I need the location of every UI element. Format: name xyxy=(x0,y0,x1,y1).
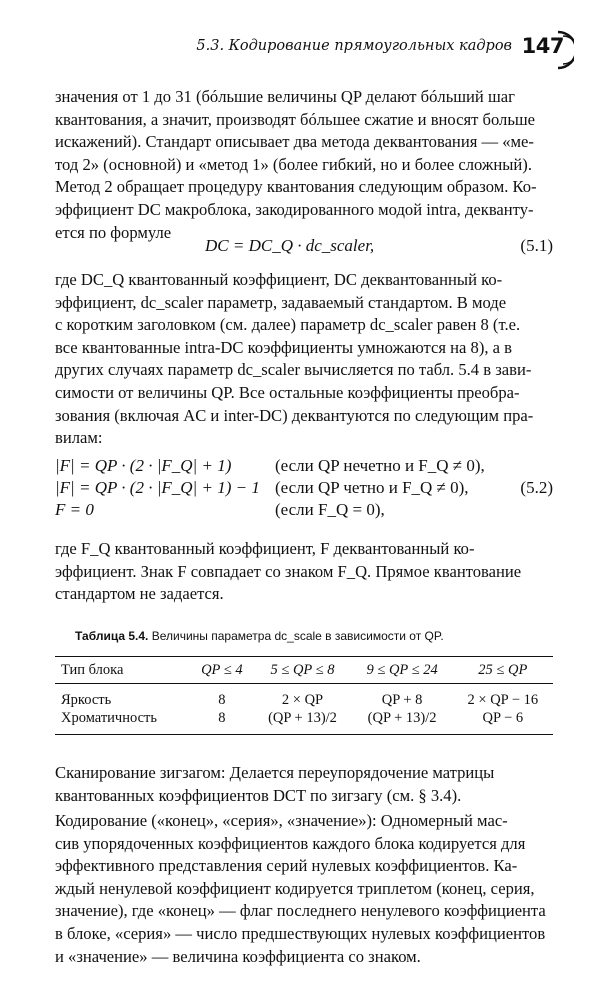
text-line: все квантованные intra-DC коэффициенты умножаются на 8), а в xyxy=(55,337,513,357)
text-line: Кодирование («конец», «серия», «значение»): Одномерный мас- xyxy=(55,811,508,830)
table-row xyxy=(55,710,553,735)
text-line: квантованных коэффициентов DCT по зигзагу (см. § 3.4). xyxy=(55,785,462,805)
table-caption-text: Величины параметра dc_scale в зависимости от QP. xyxy=(151,629,444,643)
table-cell: 8 xyxy=(218,691,226,708)
table-cell: QP + 8 xyxy=(381,691,423,708)
text-line: стандартом не задается. xyxy=(55,584,224,604)
text-line: тод 2» (основной) и «метод 1» (более гибкий, но и более сложный). xyxy=(55,154,532,174)
text-line: Сканирование зигзагом: Делается переупорядочение матрицы xyxy=(55,763,495,782)
equation-lhs: |F| = QP · (2 · |F_Q| + 1) xyxy=(55,456,232,475)
text-line: где F_Q квантованный коэффициент, F деквантованный ко- xyxy=(55,539,475,558)
table-header-cell: 9 ≤ QP ≤ 24 xyxy=(352,657,453,684)
text-line: других случаях параметр dc_scaler вычисляется по табл. 5.4 в зави- xyxy=(55,360,532,380)
text-line: эффективного представления серий нулевых коэффициентов. Ка- xyxy=(55,856,518,876)
table-header-cell: 5 ≤ QP ≤ 8 xyxy=(253,657,351,684)
paragraph-3 xyxy=(55,538,553,606)
table-cell: Хроматичность xyxy=(55,710,190,735)
text-line: эффициент DC макроблока, закодированного модой intra, декванту- xyxy=(55,199,534,219)
text-line: эффициент. Знак F совпадает со знаком F_Q. Прямое квантование xyxy=(55,561,522,581)
text-line: и «значение» — величина коэффициента со знаком. xyxy=(55,946,421,966)
text-line: зования (включая AC и inter-DC) деквантуются по следующим пра- xyxy=(55,405,534,425)
table-cell: 2 × QP − 16 xyxy=(467,691,539,708)
equation-number: (5.2) xyxy=(520,478,553,497)
paragraph-1 xyxy=(55,86,553,244)
table-caption xyxy=(75,629,555,643)
dc-scaler-table xyxy=(55,656,553,735)
text-line: значения от 1 до 31 (бóльшие величины QP делают бóльший шаг xyxy=(55,87,515,106)
equation-condition: (если QP нечетно и F_Q ≠ 0), xyxy=(275,456,485,475)
paragraph-5 xyxy=(55,810,553,968)
text-line: значение), где «конец» — флаг последнего ненулевого коэффициента xyxy=(55,901,546,921)
table-header-cell: 25 ≤ QP xyxy=(453,657,553,684)
text-line: искажений). Стандарт описывает два метода деквантования — «ме- xyxy=(55,132,534,152)
page-number: 147 xyxy=(521,34,564,58)
equation-condition: (если F_Q = 0), xyxy=(275,500,385,519)
page-number-arc-icon xyxy=(556,30,574,70)
equation-lhs: F = 0 xyxy=(55,500,94,519)
text-line: симости от величины QP. Все остальные коэффициенты преобра- xyxy=(55,382,520,402)
equation-5-2 xyxy=(55,456,555,522)
text-line: квантования, а значит, производят бóльшее сжатие и вносят больше xyxy=(55,109,536,129)
table-cell: Яркость xyxy=(61,691,112,708)
table-header-cell: QP ≤ 4 xyxy=(190,657,253,684)
text-line: ется по формуле xyxy=(55,222,172,242)
running-head: 5.3. Кодирование прямоугольных кадров xyxy=(196,38,512,54)
table-header-cell: Тип блока xyxy=(55,657,190,684)
text-line: Метод 2 обращает процедуру квантования следующим образом. Ко- xyxy=(55,177,537,197)
table-header-row xyxy=(55,657,553,684)
text-line: вилам: xyxy=(55,428,103,448)
equation-row xyxy=(55,478,555,500)
text-line: эффициент, dc_scaler параметр, задаваемый стандартом. В моде xyxy=(55,292,507,312)
table-cell: (QP + 13)/2 xyxy=(253,710,351,735)
page-header xyxy=(0,28,604,72)
table-cell: 8 xyxy=(190,710,253,735)
table-caption-label: Таблица 5.4. xyxy=(75,629,149,643)
text-line: где DC_Q квантованный коэффициент, DC деквантованный ко- xyxy=(55,270,503,289)
text-line: ждый ненулевой коэффициент кодируется триплетом (конец, серия, xyxy=(55,878,535,898)
equation-row xyxy=(55,456,555,478)
equation-lhs: |F| = QP · (2 · |F_Q| + 1) − 1 xyxy=(55,478,260,497)
text-line: с коротким заголовком (см. далее) параметр dc_scaler равен 8 (т.е. xyxy=(55,315,521,335)
paragraph-4 xyxy=(55,762,553,807)
table-row xyxy=(55,684,553,711)
equation-formula: DC = DC_Q · dc_scaler, xyxy=(205,236,375,255)
table-cell: 2 × QP xyxy=(281,691,324,708)
text-line: в блоке, «серия» — число предшествующих нулевых коэффициентов xyxy=(55,923,546,943)
text-line: сив упорядоченных коэффициентов каждого блока кодируется для xyxy=(55,833,526,853)
equation-row xyxy=(55,500,555,522)
table-cell: (QP + 13)/2 xyxy=(352,710,453,735)
equation-condition: (если QP четно и F_Q ≠ 0), xyxy=(275,478,469,497)
equation-5-1 xyxy=(55,236,555,260)
table-cell: QP − 6 xyxy=(453,710,553,735)
equation-number: (5.1) xyxy=(520,236,553,255)
paragraph-2 xyxy=(55,269,553,450)
